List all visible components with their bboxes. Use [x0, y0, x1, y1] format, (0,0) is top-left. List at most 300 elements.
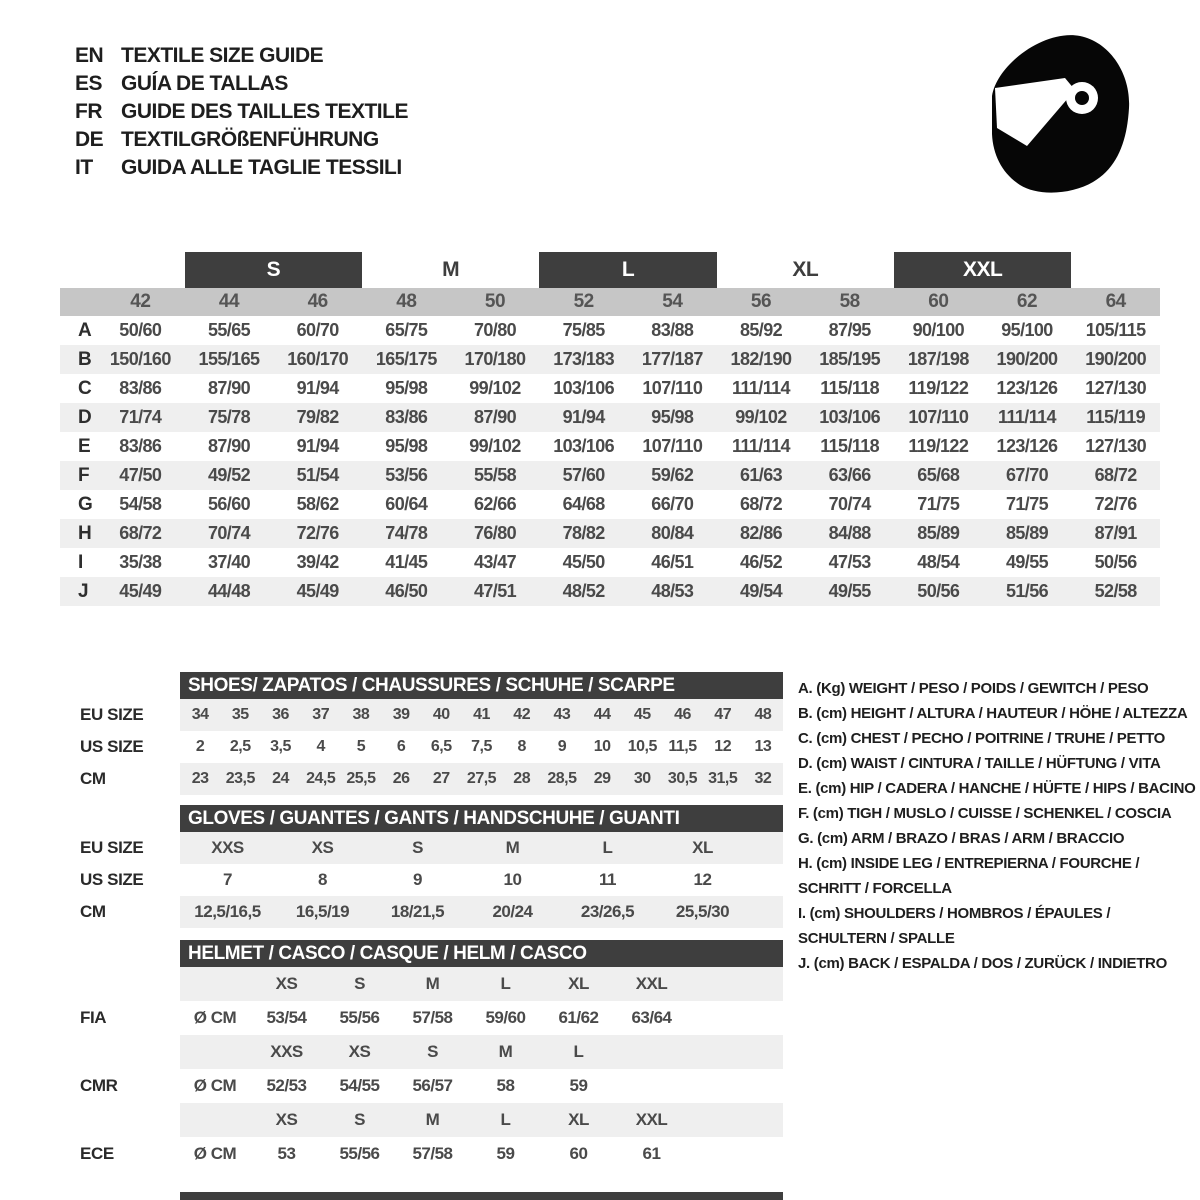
measurement-value: 56/60: [207, 494, 251, 514]
measurement-value: 190/200: [1085, 349, 1147, 369]
measurement-value: 72/76: [1094, 494, 1137, 514]
shoes-value: 23,5: [225, 770, 255, 787]
shoes-value: 32: [754, 770, 772, 787]
size-group-label: XL: [792, 258, 819, 281]
helmet-value: XXS: [270, 1042, 303, 1061]
measurement-value: 85/89: [1005, 523, 1049, 543]
shoes-value: 8: [517, 738, 526, 755]
helmet-value: 55/56: [339, 1008, 380, 1027]
measurement-value: 95/98: [385, 436, 428, 456]
helmet-rows: [68, 967, 783, 1171]
legend-item: C. (cm) CHEST / PECHO / POITRINE / TRUHE / PETTO: [798, 730, 1166, 747]
language-title-row: [75, 42, 408, 70]
measurement-value: 51/54: [296, 465, 339, 485]
gloves-row-values: [180, 832, 783, 864]
measurement-value: 87/91: [1094, 523, 1137, 543]
measurement-value: 78/82: [562, 523, 605, 543]
helmet-value: Ø CM: [193, 1008, 237, 1027]
language-title-row: [75, 70, 408, 98]
measurement-value: 91/94: [296, 436, 339, 456]
helmet-value: 57/58: [412, 1008, 453, 1027]
helmet-value: 56/57: [412, 1076, 453, 1095]
numeric-size-label: 64: [1105, 291, 1126, 312]
language-title-text: GUIDA ALLE TAGLIE TESSILI: [121, 156, 402, 179]
size-group-label: L: [539, 252, 716, 288]
language-title-row: [75, 154, 408, 182]
gloves-value: 11: [599, 870, 616, 889]
measurement-value: 87/90: [473, 407, 517, 427]
legend-item: B. (cm) HEIGHT / ALTURA / HAUTEUR / HÖHE / ALTEZZA: [798, 705, 1188, 722]
cropped-section-bar: [180, 1192, 783, 1200]
shoes-value: 28: [513, 770, 531, 787]
shoes-row: [68, 699, 783, 731]
gloves-value: 23/26,5: [580, 902, 635, 921]
measurement-row-values: [96, 461, 1160, 490]
helmet-value: 61/62: [558, 1008, 599, 1027]
measurement-value: 87/90: [207, 378, 251, 398]
measurement-value: 68/72: [1094, 465, 1137, 485]
measurement-value: 50/56: [917, 581, 960, 601]
measurement-value: 35/38: [119, 552, 162, 572]
shoes-value: 27,5: [466, 770, 497, 787]
measurement-value: 107/110: [908, 407, 969, 427]
measurement-value: 71/74: [119, 407, 162, 427]
measurement-value: 49/52: [207, 465, 251, 485]
shoes-value: 10,5: [627, 738, 657, 755]
legend-item: E. (cm) HIP / CADERA / HANCHE / HÜFTE / HIPS / BACINO: [798, 780, 1196, 797]
measurement-value: 45/50: [562, 552, 605, 572]
helmet-value: 55/56: [339, 1144, 380, 1163]
numeric-size-label: 46: [307, 291, 328, 312]
measurement-value: 85/89: [917, 523, 960, 543]
measurement-value: 123/126: [996, 378, 1058, 398]
shoes-value: 27: [432, 770, 450, 787]
language-code: ES: [75, 72, 103, 95]
measurement-value: 46/52: [739, 552, 783, 572]
measurement-row: [60, 577, 1160, 606]
measurement-value: 115/118: [820, 436, 880, 456]
measurement-value: 41/45: [385, 552, 428, 572]
measurement-value: 52/58: [1094, 581, 1137, 601]
numeric-size-label: 42: [130, 291, 151, 312]
measurement-value: 48/53: [651, 581, 694, 601]
measurement-row-letter: F: [78, 464, 90, 486]
numeric-size-label: 54: [662, 291, 683, 312]
shoes-value: 24,5: [306, 770, 336, 787]
shoes-row: [68, 731, 783, 763]
measurement-value: 115/118: [820, 378, 880, 398]
helmet-value: XXL: [635, 974, 668, 993]
gloves-value: 20/24: [492, 902, 533, 921]
gloves-rows: [68, 832, 783, 928]
helmet-value: M: [498, 1042, 513, 1061]
numeric-size-label: 52: [573, 291, 594, 312]
measurement-row-values: [96, 345, 1160, 374]
helmet-value: 53/54: [266, 1008, 307, 1027]
helmet-value: M: [425, 1110, 440, 1129]
measurement-value: 84/88: [828, 523, 871, 543]
gloves-value: L: [602, 838, 613, 857]
helmet-value: S: [427, 1042, 438, 1061]
measurement-row-values: [96, 519, 1160, 548]
gloves-value: M: [505, 838, 520, 857]
shoes-value: 47: [714, 706, 732, 723]
gloves-row: [68, 896, 783, 928]
measurement-row: [60, 374, 1160, 403]
helmet-value: S: [354, 1110, 365, 1129]
measurement-row-values: [96, 316, 1160, 345]
measurement-value: 170/180: [464, 349, 526, 369]
helmet-row-values: [180, 1137, 783, 1171]
gloves-value: S: [412, 838, 423, 857]
measurement-value: 61/63: [739, 465, 783, 485]
shoes-value: 40: [432, 706, 450, 723]
measurement-value: 37/40: [207, 552, 251, 572]
legend-item: J. (cm) BACK / ESPALDA / DOS / ZURÜCK / INDIETRO: [798, 955, 1167, 972]
gloves-value: 8: [318, 870, 327, 889]
gloves-value: XXS: [211, 838, 244, 857]
measurement-value: 107/110: [642, 436, 703, 456]
language-code: DE: [75, 128, 104, 151]
helmet-row-label: ECE: [80, 1144, 114, 1163]
language-code: IT: [75, 156, 93, 179]
helmet-value: Ø CM: [193, 1076, 237, 1095]
shoes-value: 41: [473, 706, 490, 723]
shoes-value: 43: [553, 706, 571, 723]
measurement-value: 103/106: [819, 407, 881, 427]
shoes-value: 11,5: [668, 738, 697, 755]
shoes-value: 46: [674, 706, 691, 723]
measurement-row-values: [96, 577, 1160, 606]
measurement-row-values: [96, 374, 1160, 403]
shoes-value: 28,5: [547, 770, 577, 787]
measurement-value: 50/56: [1094, 552, 1137, 572]
measurement-value: 71/75: [1005, 494, 1049, 514]
measurement-row-values: [96, 548, 1160, 577]
legend-item: H. (cm) INSIDE LEG / ENTREPIERNA / FOURCHE / SCHRITT / FORCELLA: [798, 855, 1140, 897]
measurement-value: 177/187: [641, 349, 703, 369]
helmet-value: XL: [568, 1110, 589, 1129]
legend-item: D. (cm) WAIST / CINTURA / TAILLE / HÜFTUNG / VITA: [798, 755, 1161, 772]
helmet-value: L: [500, 974, 511, 993]
numeric-size-label: 44: [218, 291, 240, 312]
helmet-row-label: FIA: [80, 1008, 107, 1027]
measurement-legend: [798, 676, 1200, 976]
measurement-row-letter: J: [78, 580, 89, 602]
gloves-row: [68, 832, 783, 864]
measurement-row: [60, 519, 1160, 548]
measurement-value: 70/74: [828, 494, 871, 514]
helmet-value: 58: [496, 1076, 515, 1095]
measurement-value: 95/98: [385, 378, 428, 398]
measurement-value: 67/70: [1005, 465, 1049, 485]
helmet-value: 63/64: [631, 1008, 672, 1027]
measurement-value: 111/114: [732, 436, 790, 456]
helmet-value: L: [500, 1110, 511, 1129]
shoes-value: 45: [633, 706, 651, 723]
language-title-text: TEXTILGRÖßENFÜHRUNG: [121, 128, 379, 151]
shoes-value: 10: [593, 738, 611, 755]
measurement-value: 62/66: [473, 494, 517, 514]
measurement-value: 60/70: [296, 320, 339, 340]
measurement-value: 49/54: [739, 581, 783, 601]
gloves-value: 16,5/19: [295, 902, 350, 921]
shoes-row-values: [180, 731, 783, 763]
measurement-value: 83/86: [119, 378, 162, 398]
helmet-value: M: [425, 974, 440, 993]
measurement-value: 74/78: [385, 523, 428, 543]
measurement-value: 115/119: [1086, 407, 1146, 427]
language-code: EN: [75, 44, 104, 67]
helmet-row: [68, 1069, 783, 1103]
measurement-value: 48/52: [562, 581, 605, 601]
helmet-row-values: [180, 1001, 783, 1035]
measurement-value: 47/51: [473, 581, 517, 601]
numeric-size-label: 50: [484, 291, 506, 312]
measurement-value: 165/175: [375, 349, 437, 369]
helmet-value: 52/53: [266, 1076, 307, 1095]
measurement-value: 150/160: [109, 349, 171, 369]
textile-size-table: [60, 252, 1160, 606]
shoes-value: 2: [195, 738, 205, 755]
measurement-value: 48/54: [917, 552, 960, 572]
numeric-size-label: 48: [396, 291, 417, 312]
measurement-value: 187/198: [907, 349, 969, 369]
measurement-value: 70/80: [473, 320, 517, 340]
measurement-value: 47/50: [119, 465, 162, 485]
helmet-row: [68, 967, 783, 1001]
gloves-value: 18/21,5: [390, 902, 445, 921]
measurement-value: 43/47: [473, 552, 517, 572]
shoes-rows: [68, 699, 783, 795]
helmet-value: S: [354, 974, 365, 993]
measurement-value: 83/86: [385, 407, 428, 427]
shoes-value: 3,5: [270, 738, 291, 755]
measurement-value: 64/68: [562, 494, 605, 514]
language-title-row: [75, 98, 408, 126]
measurement-row-letter: C: [78, 377, 92, 399]
helmet-row: [68, 1035, 783, 1069]
measurement-value: 160/170: [287, 349, 349, 369]
shoes-value: 5: [356, 738, 366, 755]
measurement-value: 119/122: [908, 436, 969, 456]
language-title-text: TEXTILE SIZE GUIDE: [121, 44, 324, 67]
shoes-value: 42: [513, 706, 531, 723]
numeric-size-label: 58: [839, 291, 860, 312]
shoes-row-label: EU SIZE: [80, 705, 144, 724]
measurement-row: [60, 345, 1160, 374]
measurement-value: 72/76: [296, 523, 339, 543]
measurement-value: 85/92: [739, 320, 783, 340]
size-group-label: XXL: [894, 252, 1071, 288]
measurement-value: 123/126: [996, 436, 1058, 456]
shoes-value: 48: [754, 706, 772, 723]
gloves-value: 12,5/16,5: [194, 902, 261, 921]
measurement-row: [60, 432, 1160, 461]
measurement-row-letter: E: [78, 435, 91, 457]
helmet-row-label: [68, 1103, 180, 1137]
helmet-row-values: [180, 1035, 783, 1069]
shoes-value: 34: [191, 706, 209, 723]
legend-item: A. (Kg) WEIGHT / PESO / POIDS / GEWITCH / PESO: [798, 680, 1149, 697]
gloves-value: 12: [693, 870, 712, 889]
gloves-row-label: US SIZE: [80, 870, 144, 889]
shoes-value: 39: [392, 706, 410, 723]
helmet-row-label: CMR: [80, 1076, 118, 1095]
gloves-value: 25,5/30: [675, 902, 730, 921]
measurement-value: 68/72: [119, 523, 162, 543]
measurement-value: 45/49: [119, 581, 162, 601]
measurement-value: 91/94: [562, 407, 605, 427]
helmet-row: [68, 1137, 783, 1171]
helmet-row-label: [68, 967, 180, 1001]
measurement-value: 44/48: [207, 581, 251, 601]
language-title-text: GUÍA DE TALLAS: [121, 72, 288, 95]
legend-item: F. (cm) TIGH / MUSLO / CUISSE / SCHENKEL / COSCIA: [798, 805, 1172, 822]
measurement-value: 83/88: [651, 320, 694, 340]
measurement-value: 182/190: [730, 349, 792, 369]
measurement-row: [60, 316, 1160, 345]
helmet-value: 54/55: [339, 1076, 380, 1095]
legend-item: I. (cm) SHOULDERS / HOMBROS / ÉPAULES / SCHULTERN / SPALLE: [798, 905, 1111, 947]
shoes-row-label: CM: [80, 769, 106, 788]
measurement-value: 105/115: [1085, 320, 1146, 340]
measurement-value: 53/56: [385, 465, 428, 485]
helmet-row: [68, 1103, 783, 1137]
helmet-value: Ø CM: [193, 1144, 237, 1163]
language-code: FR: [75, 100, 102, 123]
gloves-row: [68, 864, 783, 896]
measurement-value: 99/102: [469, 436, 521, 456]
shoes-value: 23: [191, 770, 209, 787]
helmet-value: 59: [496, 1144, 515, 1163]
gloves-value: XS: [311, 838, 334, 857]
numeric-size-bar: [60, 288, 1160, 316]
measurement-value: 127/130: [1085, 378, 1147, 398]
gloves-value: 9: [413, 870, 422, 889]
measurement-value: 65/75: [385, 320, 428, 340]
helmet-value: XS: [275, 974, 298, 993]
helmet-value: 53: [277, 1144, 296, 1163]
measurement-value: 87/95: [828, 320, 871, 340]
measurement-value: 155/165: [198, 349, 260, 369]
measurement-row-values: [96, 403, 1160, 432]
helmet-value: XS: [348, 1042, 371, 1061]
shoes-value: 30,5: [667, 770, 698, 787]
measurement-value: 39/42: [296, 552, 339, 572]
shoes-value: 29: [593, 770, 611, 787]
gloves-row-values: [180, 864, 783, 896]
gloves-row-label: EU SIZE: [80, 838, 144, 857]
gloves-value: 7: [223, 870, 232, 889]
helmet-row-values: [180, 1103, 783, 1137]
helmet-section-header: HELMET / CASCO / CASQUE / HELM / CASCO: [180, 940, 783, 967]
measurement-value: 50/60: [119, 320, 162, 340]
shoes-value: 26: [392, 770, 410, 787]
helmet-value: XS: [275, 1110, 298, 1129]
measurement-row: [60, 461, 1160, 490]
measurement-row-letter: D: [78, 406, 92, 428]
language-title-row: [75, 126, 408, 154]
helmet-value: 59: [569, 1076, 588, 1095]
shoes-value: 25,5: [346, 770, 376, 787]
measurement-value: 127/130: [1085, 436, 1147, 456]
measurement-value: 83/86: [119, 436, 162, 456]
shoes-value: 24: [272, 770, 289, 787]
helmet-value: 60: [569, 1144, 588, 1163]
language-title-text: GUIDE DES TAILLES TEXTILE: [121, 100, 408, 123]
measurement-value: 111/114: [998, 407, 1056, 427]
size-group-row: [60, 252, 1160, 288]
shoes-value: 6: [396, 738, 406, 755]
legend-item: G. (cm) ARM / BRAZO / BRAS / ARM / BRACCIO: [798, 830, 1125, 847]
measurement-value: 58/62: [296, 494, 339, 514]
measurement-row-letter: H: [78, 522, 92, 544]
measurement-value: 51/56: [1005, 581, 1049, 601]
helmet-size-section: [68, 940, 783, 1171]
measurement-value: 103/106: [553, 378, 615, 398]
shoes-value: 12: [714, 738, 732, 755]
shoes-size-section: [68, 672, 783, 795]
numeric-size-label: 60: [928, 291, 949, 312]
measurement-value: 111/114: [732, 378, 790, 398]
measurement-value: 54/58: [119, 494, 162, 514]
measurement-rows: [60, 316, 1160, 606]
gloves-row-label: CM: [80, 902, 106, 921]
helmet-row: [68, 1001, 783, 1035]
shoes-value: 7,5: [471, 738, 492, 755]
measurement-value: 87/90: [207, 436, 251, 456]
shoes-value: 6,5: [430, 738, 452, 755]
measurement-value: 46/50: [385, 581, 428, 601]
measurement-value: 79/82: [296, 407, 339, 427]
measurement-value: 68/72: [739, 494, 783, 514]
measurement-value: 173/183: [553, 349, 615, 369]
measurement-row: [60, 548, 1160, 577]
racing-helmet-icon: [985, 30, 1135, 195]
measurement-row-values: [96, 432, 1160, 461]
measurement-value: 103/106: [553, 436, 615, 456]
shoes-value: 44: [593, 706, 611, 723]
shoes-value: 2,5: [229, 738, 251, 755]
shoes-row-label: US SIZE: [80, 737, 144, 756]
measurement-row-letter: I: [78, 551, 84, 573]
size-group-label: M: [442, 258, 460, 281]
measurement-value: 95/100: [1001, 320, 1053, 340]
measurement-row: [60, 490, 1160, 519]
measurement-value: 80/84: [651, 523, 694, 543]
measurement-value: 99/102: [469, 378, 521, 398]
shoes-row-values: [180, 699, 783, 731]
measurement-value: 90/100: [912, 320, 965, 340]
shoes-value: 37: [312, 706, 330, 723]
measurement-value: 91/94: [296, 378, 339, 398]
measurement-value: 190/200: [996, 349, 1058, 369]
measurement-row-values: [96, 490, 1160, 519]
shoes-value: 35: [231, 706, 249, 723]
gloves-value: 10: [503, 870, 522, 889]
measurement-row-letter: A: [78, 319, 92, 341]
measurement-value: 47/53: [828, 552, 871, 572]
measurement-value: 49/55: [828, 581, 871, 601]
measurement-value: 65/68: [917, 465, 960, 485]
measurement-value: 95/98: [651, 407, 694, 427]
gloves-value: XL: [692, 838, 713, 857]
measurement-value: 71/75: [917, 494, 960, 514]
helmet-value: 57/58: [412, 1144, 453, 1163]
measurement-value: 60/64: [385, 494, 428, 514]
measurement-value: 55/58: [473, 465, 517, 485]
